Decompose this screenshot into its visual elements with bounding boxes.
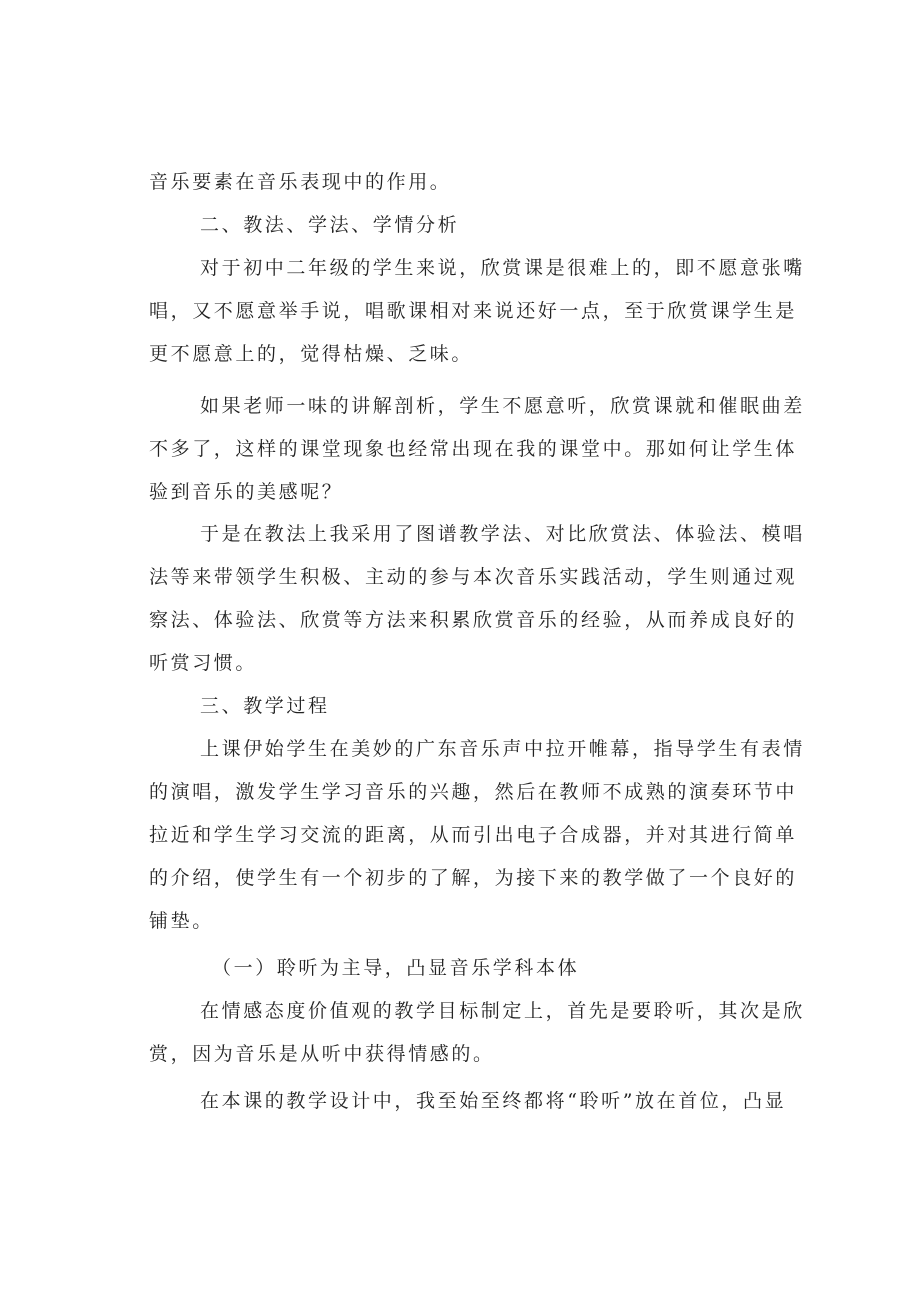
paragraph-line: 对于初中二年级的学生来说，欣赏课是很难上的，即不愿意张嘴 xyxy=(200,257,805,279)
paragraph-line: 听赏习惯。 xyxy=(149,652,258,674)
paragraph-line: 不多了，这样的课堂现象也经常出现在我的课堂中。那如何让学生体 xyxy=(149,438,798,460)
paragraph-line: 的介绍，使学生有一个初步的了解，为接下来的教学做了一个良好的 xyxy=(149,867,798,889)
subsection-heading: （一）聆听为主导，凸显音乐学科本体 xyxy=(212,957,580,979)
paragraph-line: 铺垫。 xyxy=(149,910,214,932)
paragraph-line: 如果老师一味的讲解剖析，学生不愿意听，欣赏课就和催眠曲差 xyxy=(200,395,805,417)
paragraph-line: 的演唱，激发学生学习音乐的兴趣，然后在教师不成熟的演奏环节中 xyxy=(149,781,798,803)
paragraph-line: 音乐要素在音乐表现中的作用。 xyxy=(149,171,452,193)
paragraph-line: 在本课的教学设计中，我至始至终都将“聆听”放在首位，凸显 xyxy=(200,1090,787,1112)
paragraph-line: 更不愿意上的，觉得枯燥、乏味。 xyxy=(149,343,474,365)
paragraph-line: 于是在教法上我采用了图谱教学法、对比欣赏法、体验法、模唱 xyxy=(200,523,805,545)
paragraph-line: 上课伊始学生在美妙的广东音乐声中拉开帷幕，指导学生有表情 xyxy=(200,738,805,760)
paragraph-line: 在情感态度价值观的教学目标制定上，首先是要聆听，其次是欣 xyxy=(200,1000,805,1022)
paragraph-line: 唱，又不愿意举手说，唱歌课相对来说还好一点，至于欣赏课学生是 xyxy=(149,300,798,322)
section-heading: 二、教法、学法、学情分析 xyxy=(200,214,460,236)
paragraph-line: 赏，因为音乐是从听中获得情感的。 xyxy=(149,1043,495,1065)
paragraph-line: 察法、体验法、欣赏等方法来积累欣赏音乐的经验，从而养成良好的 xyxy=(149,609,798,631)
paragraph-line: 验到音乐的美感呢？ xyxy=(149,481,344,503)
paragraph-line: 法等来带领学生积极、主动的参与本次音乐实践活动，学生则通过观 xyxy=(149,566,798,588)
section-heading: 三、教学过程 xyxy=(200,695,330,717)
paragraph-line: 拉近和学生学习交流的距离，从而引出电子合成器，并对其进行简单 xyxy=(149,824,798,846)
